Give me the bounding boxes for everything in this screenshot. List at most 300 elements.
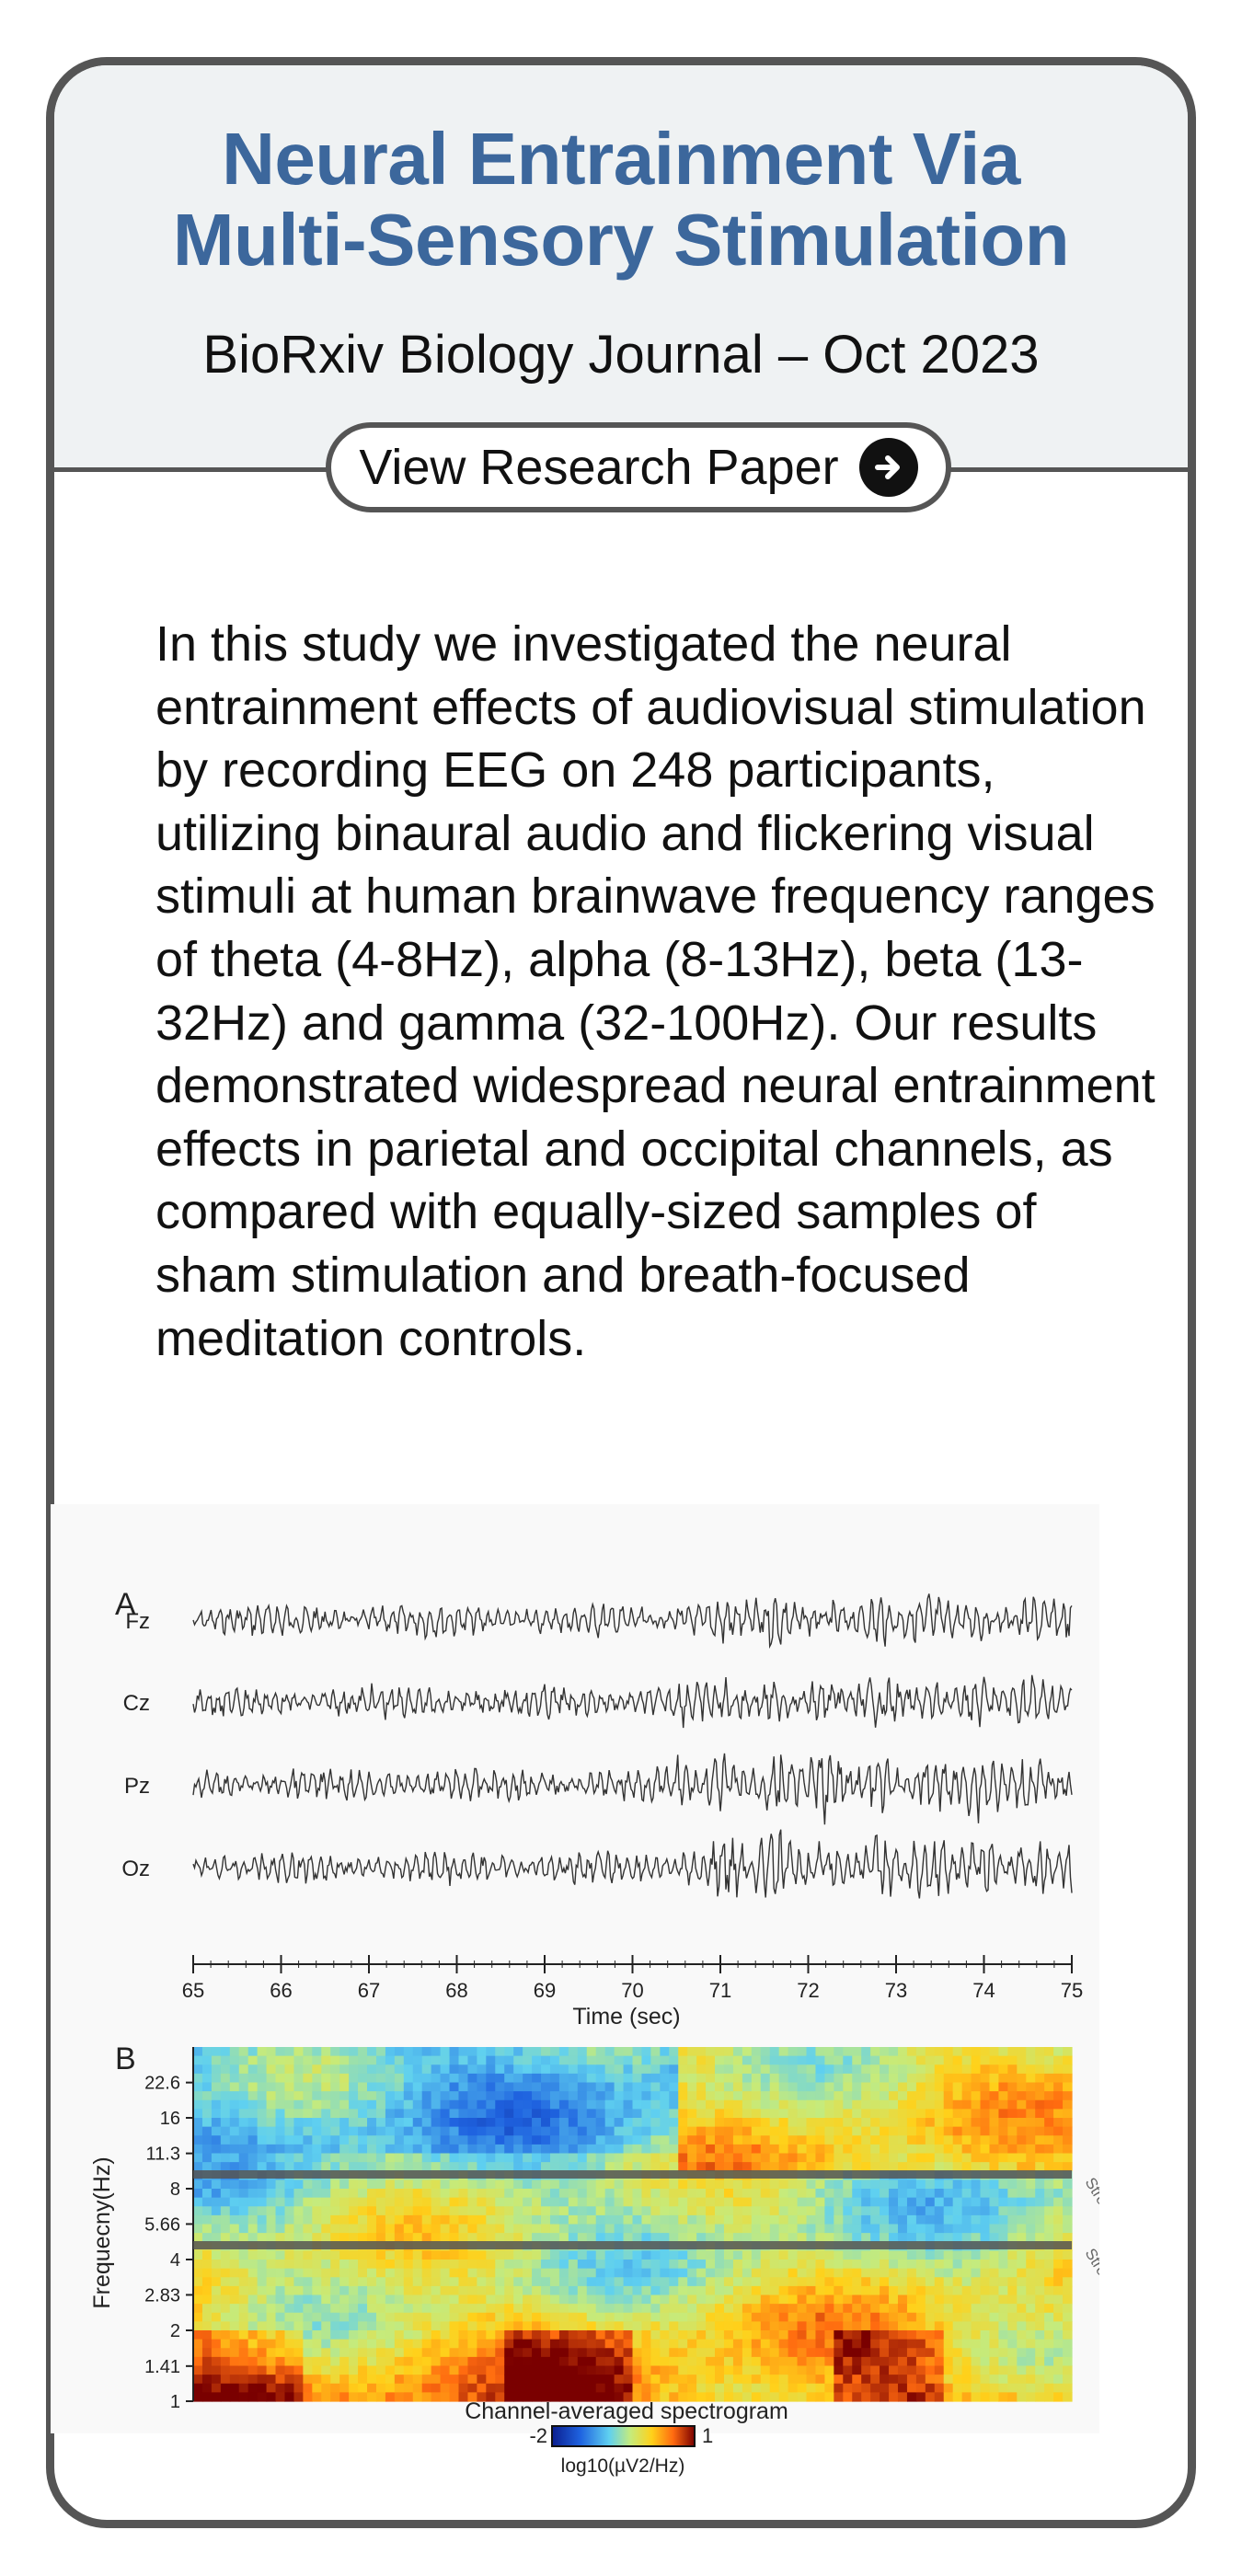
spectrogram-cell [330,2154,340,2163]
spectrogram-cell [1026,2260,1036,2269]
spectrogram-cell [1053,2348,1064,2357]
spectrogram-cell [303,2109,313,2118]
spectrogram-cell [541,2269,551,2278]
spectrogram-cell [504,2118,514,2127]
spectrogram-cell [193,2340,203,2349]
spectrogram-cell [962,2047,972,2056]
spectrogram-cell [376,2206,386,2215]
spectrogram-cell [413,2145,423,2154]
spectrogram-cell [385,2135,396,2145]
spectrogram-cell [312,2189,322,2198]
spectrogram-cell [541,2384,551,2393]
spectrogram-cell [678,2357,688,2366]
spectrogram-cell [349,2118,359,2127]
spectrogram-cell [861,2091,871,2100]
spectrogram-cell [367,2225,377,2234]
spectrogram-cell [413,2295,423,2305]
spectrogram-cell [486,2064,496,2074]
spectrogram-cell [431,2135,442,2145]
spectrogram-cell [660,2056,670,2065]
spectrogram-cell [880,2392,890,2401]
spectrogram-cell [486,2100,496,2110]
spectrogram-cell [541,2206,551,2215]
spectrogram-cell [248,2189,259,2198]
spectrogram-cell [843,2269,853,2278]
spectrogram-cell [239,2313,249,2322]
eeg-channel-label: Pz [123,1774,150,1799]
spectrogram-cell [1044,2162,1054,2171]
spectrogram-cell [441,2127,451,2136]
spectrogram-cell [578,2330,588,2340]
spectrogram-cell [578,2127,588,2136]
view-research-paper-button[interactable] [326,422,951,512]
spectrogram-cell [998,2091,1008,2100]
spectrogram-cell [669,2074,679,2083]
spectrogram-cell [733,2366,743,2375]
spectrogram-cell [330,2277,340,2286]
spectrogram-cell [513,2348,523,2357]
spectrogram-cell [450,2109,460,2118]
spectrogram-cell [504,2250,514,2260]
spectrogram-cell [212,2295,222,2305]
spectrogram-cell [1017,2392,1027,2401]
spectrogram-cell [330,2233,340,2242]
spectrogram-cell [880,2313,890,2322]
spectrogram-cell [650,2384,661,2393]
spectrogram-cell [422,2375,432,2384]
spectrogram-cell [779,2304,789,2313]
spectrogram-cell [798,2375,808,2384]
spectrogram-cell [276,2215,286,2225]
spectrogram-cell [861,2340,871,2349]
spectrogram-cell [504,2215,514,2225]
spectrogram-cell [770,2295,780,2305]
spectrogram-cell [779,2340,789,2349]
spectrogram-cell [989,2225,999,2234]
spectrogram-cell [916,2074,926,2083]
spectrogram-cell [615,2304,625,2313]
spectrogram-cell [687,2056,697,2065]
spectrogram-cell [239,2154,249,2163]
spectrogram-cell [569,2269,579,2278]
spectrogram-cell [358,2375,368,2384]
spectrogram-cell [824,2286,834,2295]
spectrogram-cell [687,2091,697,2100]
spectrogram-cell [706,2304,716,2313]
spectrogram-cell [981,2313,991,2322]
spectrogram-cell [669,2091,679,2100]
spectrogram-cell [578,2074,588,2083]
spectrogram-cell [1026,2064,1036,2074]
spectrogram-cell [395,2198,405,2207]
spectrogram-cell [898,2074,908,2083]
y-tick-label: 1 [169,2392,180,2412]
spectrogram-cell [889,2056,899,2065]
spectrogram-cell [650,2154,661,2163]
spectrogram-cell [1026,2366,1036,2375]
spectrogram-cell [193,2047,203,2056]
x-tick-label: 67 [357,1979,381,2002]
spectrogram-cell [1007,2215,1018,2225]
spectrogram-cell [202,2330,213,2340]
spectrogram-cell [1063,2295,1073,2305]
spectrogram-cell [660,2091,670,2100]
spectrogram-cell [706,2206,716,2215]
spectrogram-cell [788,2189,799,2198]
spectrogram-cell [1026,2074,1036,2083]
spectrogram-cell [230,2340,240,2349]
spectrogram-cell [431,2375,442,2384]
spectrogram-cell [569,2056,579,2065]
spectrogram-cell [669,2384,679,2393]
spectrogram-cell [742,2154,753,2163]
spectrogram-cell [1063,2340,1073,2349]
spectrogram-cell [550,2330,560,2340]
spectrogram-cell [404,2260,414,2269]
spectrogram-cell [1053,2189,1064,2198]
spectrogram-cell [587,2047,597,2056]
spectrogram-cell [248,2269,259,2278]
spectrogram-cell [660,2313,670,2322]
spectrogram-cell [752,2118,762,2127]
spectrogram-cell [1053,2340,1064,2349]
spectrogram-cell [1035,2100,1045,2110]
spectrogram-cell [788,2348,799,2357]
spectrogram-cell [761,2225,771,2234]
spectrogram-cell [944,2074,954,2083]
spectrogram-cell [1035,2127,1045,2136]
spectrogram-cell [450,2250,460,2260]
spectrogram-cell [1017,2109,1027,2118]
spectrogram-cell [953,2154,963,2163]
spectrogram-cell [477,2330,487,2340]
spectrogram-cell [559,2206,569,2215]
spectrogram-cell [843,2330,853,2340]
spectrogram-cell [477,2179,487,2189]
spectrogram-cell [458,2064,468,2074]
spectrogram-cell [843,2357,853,2366]
spectrogram-cell [834,2304,844,2313]
spectrogram-cell [431,2091,442,2100]
spectrogram-cell [578,2047,588,2056]
spectrogram-cell [248,2313,259,2322]
spectrogram-cell [367,2083,377,2092]
spectrogram-cell [843,2127,853,2136]
spectrogram-cell [615,2357,625,2366]
spectrogram-cell [752,2109,762,2118]
spectrogram-cell [641,2304,651,2313]
spectrogram-cell [641,2047,651,2056]
spectrogram-cell [815,2206,825,2215]
spectrogram-cell [395,2250,405,2260]
spectrogram-cell [824,2064,834,2074]
spectrogram-cell [395,2064,405,2074]
spectrogram-cell [358,2206,368,2215]
spectrogram-cell [495,2340,505,2349]
spectrogram-cell [578,2321,588,2330]
spectrogram-cell [926,2215,936,2225]
spectrogram-cell [907,2179,917,2189]
spectrogram-cell [550,2206,560,2215]
spectrogram-cell [798,2225,808,2234]
spectrogram-cell [193,2304,203,2313]
spectrogram-cell [843,2295,853,2305]
spectrogram-cell [926,2135,936,2145]
spectrogram-cell [477,2118,487,2127]
spectrogram-cell [752,2330,762,2340]
spectrogram-cell [1053,2179,1064,2189]
spectrogram-cell [788,2135,799,2145]
spectrogram-cell [441,2118,451,2127]
spectrogram-cell [276,2056,286,2065]
spectrogram-cell [1035,2340,1045,2349]
spectrogram-cell [981,2330,991,2340]
spectrogram-cell [284,2277,294,2286]
spectrogram-cell [633,2109,643,2118]
spectrogram-cell [596,2074,606,2083]
spectrogram-cell [916,2269,926,2278]
spectrogram-cell [633,2100,643,2110]
spectrogram-cell [541,2375,551,2384]
spectrogram-cell [293,2198,304,2207]
spectrogram-cell [1017,2277,1027,2286]
spectrogram-cell [678,2118,688,2127]
spectrogram-cell [907,2295,917,2305]
spectrogram-cell [624,2348,634,2357]
spectrogram-cell [989,2348,999,2357]
spectrogram-cell [843,2064,853,2074]
spectrogram-cell [898,2392,908,2401]
spectrogram-cell [422,2340,432,2349]
spectrogram-cell [495,2179,505,2189]
spectrogram-cell [880,2162,890,2171]
spectrogram-cell [404,2233,414,2242]
spectrogram-cell [898,2321,908,2330]
spectrogram-cell [458,2179,468,2189]
spectrogram-cell [1026,2135,1036,2145]
spectrogram-cell [413,2392,423,2401]
spectrogram-cell [889,2145,899,2154]
spectrogram-cell [889,2330,899,2340]
spectrogram-cell [367,2313,377,2322]
spectrogram-cell [1017,2233,1027,2242]
spectrogram-cell [477,2145,487,2154]
spectrogram-cell [981,2047,991,2056]
spectrogram-cell [193,2198,203,2207]
spectrogram-cell [413,2304,423,2313]
spectrogram-cell [852,2392,862,2401]
spectrogram-cell [898,2348,908,2357]
spectrogram-cell [907,2162,917,2171]
spectrogram-cell [422,2250,432,2260]
spectrogram-cell [916,2109,926,2118]
spectrogram-cell [615,2198,625,2207]
spectrogram-cell [624,2154,634,2163]
spectrogram-cell [248,2154,259,2163]
spectrogram-cell [852,2215,862,2225]
spectrogram-cell [467,2118,477,2127]
spectrogram-cell [926,2348,936,2357]
spectrogram-cell [615,2064,625,2074]
spectrogram-cell [486,2109,496,2118]
spectrogram-cell [513,2064,523,2074]
spectrogram-cell [678,2215,688,2225]
spectrogram-cell [578,2313,588,2322]
spectrogram-cell [788,2375,799,2384]
spectrogram-cell [998,2179,1008,2189]
spectrogram-cell [422,2083,432,2092]
spectrogram-cell [998,2375,1008,2384]
spectrogram-cell [330,2109,340,2118]
spectrogram-cell [989,2109,999,2118]
spectrogram-cell [898,2384,908,2393]
spectrogram-cell [587,2277,597,2286]
spectrogram-cell [752,2277,762,2286]
spectrogram-cell [815,2198,825,2207]
spectrogram-cell [477,2348,487,2357]
spectrogram-cell [889,2348,899,2357]
spectrogram-cell [696,2250,707,2260]
spectrogram-cell [239,2091,249,2100]
spectrogram-cell [513,2330,523,2340]
spectrogram-cell [834,2348,844,2357]
spectrogram-cell [944,2206,954,2215]
spectrogram-cell [312,2321,322,2330]
spectrogram-cell [569,2047,579,2056]
spectrogram-cell [615,2330,625,2340]
spectrogram-cell [358,2313,368,2322]
spectrogram-cell [660,2206,670,2215]
spectrogram-cell [696,2206,707,2215]
spectrogram-cell [641,2277,651,2286]
spectrogram-cell [761,2321,771,2330]
spectrogram-cell [861,2321,871,2330]
spectrogram-cell [779,2074,789,2083]
spectrogram-cell [413,2162,423,2171]
spectrogram-cell [687,2366,697,2375]
spectrogram-cell [1035,2233,1045,2242]
spectrogram-cell [907,2250,917,2260]
spectrogram-cell [715,2145,725,2154]
spectrogram-cell [431,2206,442,2215]
spectrogram-cell [861,2215,871,2225]
spectrogram-cell [193,2375,203,2384]
spectrogram-cell [724,2340,734,2349]
spectrogram-cell [678,2154,688,2163]
spectrogram-cell [660,2375,670,2384]
spectrogram-cell [513,2179,523,2189]
spectrogram-cell [972,2233,982,2242]
spectrogram-cell [989,2269,999,2278]
spectrogram-cell [861,2384,871,2393]
spectrogram-cell [742,2083,753,2092]
spectrogram-cell [770,2260,780,2269]
spectrogram-cell [248,2083,259,2092]
spectrogram-cell [239,2304,249,2313]
spectrogram-cell [422,2286,432,2295]
spectrogram-cell [889,2047,899,2056]
spectrogram-cell [523,2260,533,2269]
spectrogram-cell [696,2064,707,2074]
spectrogram-cell [258,2225,268,2234]
spectrogram-cell [650,2321,661,2330]
spectrogram-cell [367,2145,377,2154]
spectrogram-cell [339,2304,350,2313]
spectrogram-cell [660,2295,670,2305]
spectrogram-cell [660,2330,670,2340]
spectrogram-cell [981,2340,991,2349]
spectrogram-cell [395,2321,405,2330]
spectrogram-cell [1007,2304,1018,2313]
spectrogram-cell [998,2304,1008,2313]
spectrogram-cell [972,2135,982,2145]
spectrogram-cell [513,2286,523,2295]
spectrogram-cell [504,2064,514,2074]
spectrogram-cell [349,2286,359,2295]
spectrogram-cell [733,2074,743,2083]
spectrogram-cell [467,2304,477,2313]
spectrogram-cell [284,2357,294,2366]
spectrogram-cell [926,2179,936,2189]
spectrogram-cell [733,2189,743,2198]
spectrogram-cell [550,2348,560,2357]
spectrogram-cell [944,2233,954,2242]
spectrogram-cell [1017,2286,1027,2295]
spectrogram-cell [367,2100,377,2110]
spectrogram-cell [395,2260,405,2269]
spectrogram-cell [385,2340,396,2349]
spectrogram-cell [898,2118,908,2127]
spectrogram-cell [404,2330,414,2340]
spectrogram-cell [1035,2215,1045,2225]
spectrogram-cell [916,2304,926,2313]
spectrogram-cell [916,2100,926,2110]
spectrogram-cell [916,2286,926,2295]
spectrogram-cell [532,2056,542,2065]
spectrogram-cell [779,2384,789,2393]
spectrogram-cell [641,2357,651,2366]
spectrogram-cell [989,2313,999,2322]
spectrogram-cell [962,2286,972,2295]
spectrogram-cell [788,2100,799,2110]
spectrogram-cell [239,2392,249,2401]
spectrogram-cell [1007,2233,1018,2242]
spectrogram-cell [367,2277,377,2286]
spectrogram-cell [935,2118,945,2127]
spectrogram-cell [367,2064,377,2074]
spectrogram-cell [678,2145,688,2154]
spectrogram-cell [733,2083,743,2092]
spectrogram-cell [1035,2145,1045,2154]
spectrogram-cell [916,2348,926,2357]
spectrogram-cell [376,2083,386,2092]
spectrogram-cell [1035,2179,1045,2189]
spectrogram-cell [624,2269,634,2278]
spectrogram-cell [367,2357,377,2366]
spectrogram-cell [770,2109,780,2118]
spectrogram-cell [202,2198,213,2207]
spectrogram-cell [504,2198,514,2207]
spectrogram-cell [1035,2162,1045,2171]
spectrogram-cell [486,2135,496,2145]
spectrogram-cell [339,2233,350,2242]
spectrogram-cell [989,2286,999,2295]
spectrogram-cell [321,2313,331,2322]
spectrogram-cell [450,2179,460,2189]
spectrogram-cell [450,2100,460,2110]
spectrogram-cell [870,2091,880,2100]
spectrogram-cell [569,2145,579,2154]
